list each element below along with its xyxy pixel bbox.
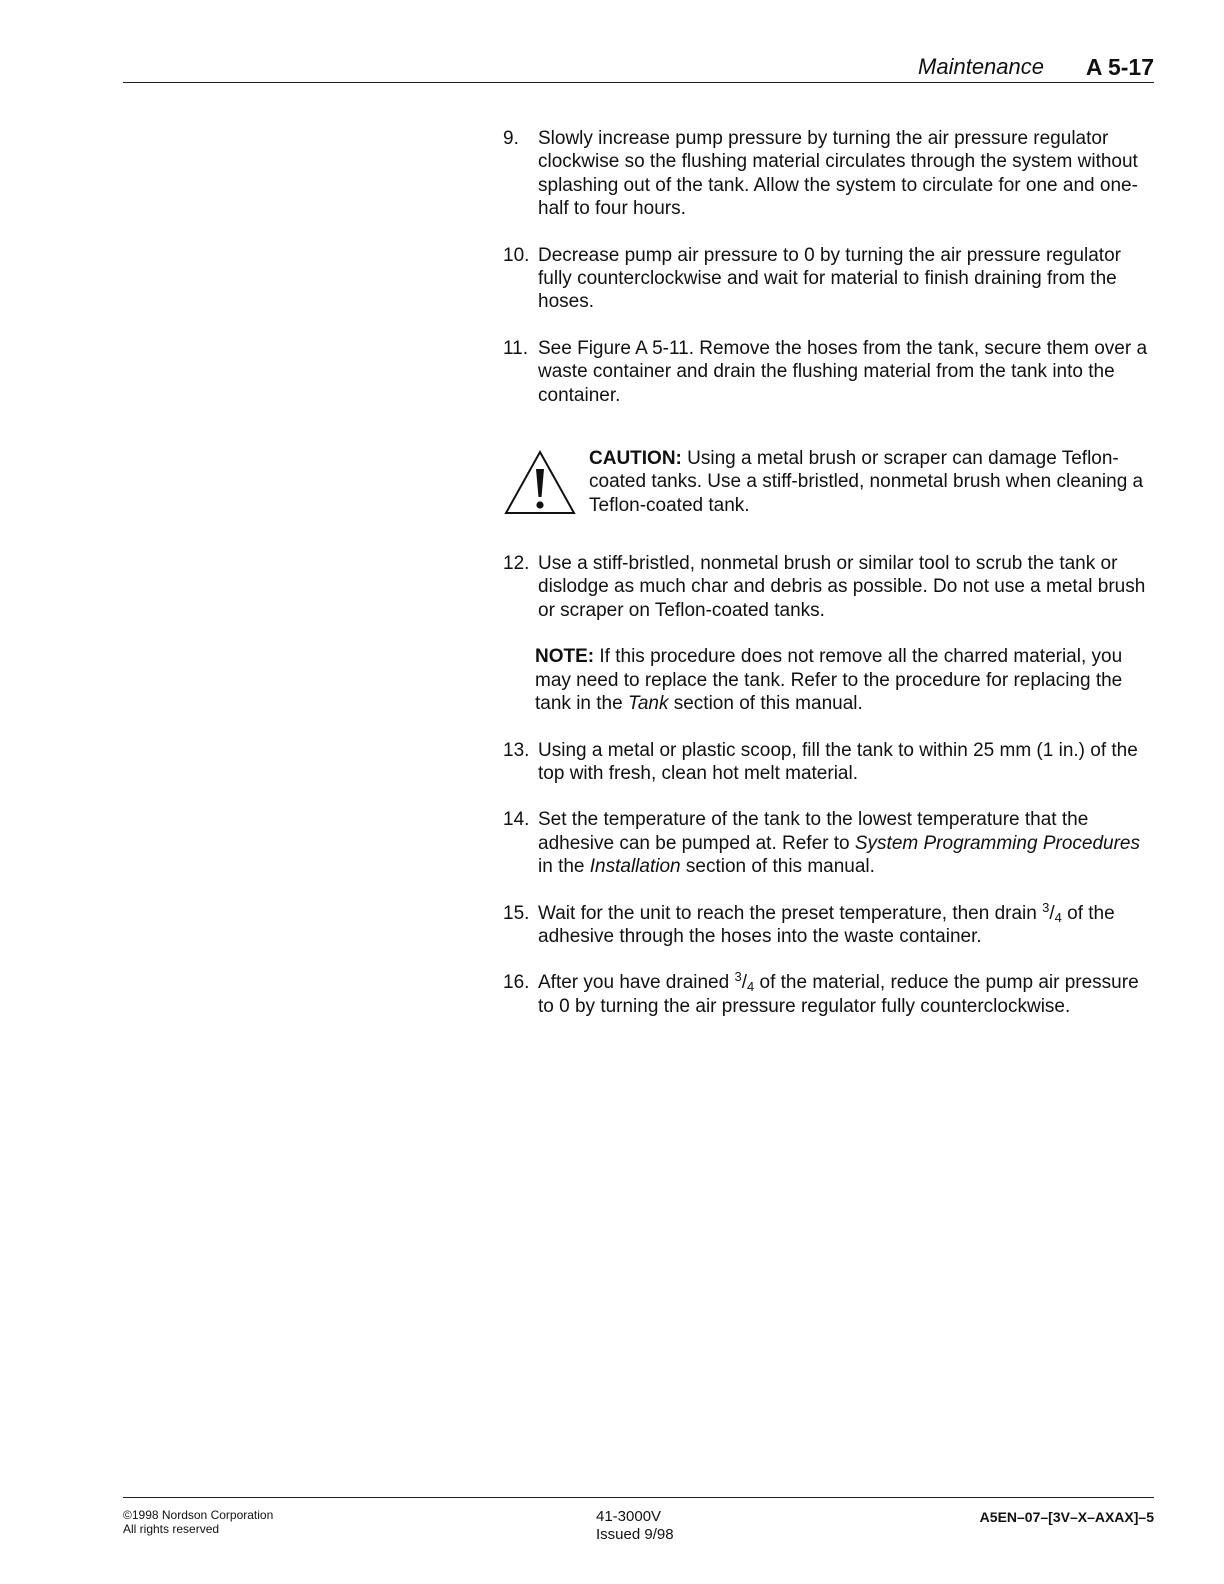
step-text-start: After you have drained [538,972,735,994]
footer-doc-info [596,1508,674,1544]
step-text [538,899,1153,949]
step-text: Slowly increase pump pressure by turning the air pressure regulator clockwise so the flushing material circulates through the system without splashing out of the tank. Allow the system to circulate for one and one-half to four hours. [538,128,1138,220]
doc-code: A5EN–07–[3V–X–AXAX]–5 [979,1509,1154,1525]
step-text [538,971,1153,1018]
note-label: NOTE: [535,646,595,668]
fraction-numerator: 3 [734,969,742,985]
step-9 [503,127,1153,221]
step-14 [503,808,1153,878]
step-16 [503,971,1153,1018]
doc-number: 41-3000V [596,1508,662,1525]
page-header [123,52,1154,82]
step-italic-ref: System Programming Procedures [854,832,1140,854]
step-number: 9. [503,128,519,149]
step-text: Using a metal or plastic scoop, fill the tank to within 25 mm (1 in.) of the top with fresh, clean hot melt material. [538,739,1138,784]
header-rule [123,82,1154,83]
issue-date: Issued 9/98 [596,1526,674,1543]
caution-label: CAUTION: [589,448,682,470]
step-text: Use a stiff-bristled, nonmetal brush or similar tool to scrub the tank or dislodge as much char and debris as possible. Do not use a metal brush or scraper on Teflon-coated tanks. [538,553,1146,621]
step-13 [503,739,1153,786]
note-block [503,645,1153,715]
footer-rule [123,1497,1154,1498]
page-number: A 5-17 [1085,54,1154,80]
fraction-slash: / [741,972,747,994]
step-text-start: Set the temperature of the tank to the lowest temperature that the adhesive can be pumped at. Refer to [538,809,1089,854]
warning-triangle-icon [503,449,577,515]
step-number: 11. [503,337,529,359]
section-title: Maintenance [918,54,1044,79]
step-number: 14. [503,809,530,831]
step-text: See Figure A 5-11. Remove the hoses from the tank, secure them over a waste container and drain the flushing material from the tank into the container. [538,337,1148,406]
step-text-start: Wait for the unit to reach the preset temperature, then drain [538,902,1043,924]
step-15 [503,899,1153,949]
step-text-end: of the adhesive through the hoses into the waste container. [538,902,1115,947]
note-italic: Tank [627,693,669,715]
step-italic-ref: Installation [589,856,681,878]
rights-text: All rights reserved [123,1522,220,1536]
step-number: 15. [503,902,530,924]
step-text: Decrease pump air pressure to 0 by turning the air pressure regulator fully counterclockwise and wait for material to finish draining from the hoses. [538,244,1121,313]
note-text: If this procedure does not remove all the charred material, you may need to replace the tank. Refer to the procedure for replacing the tank in the [535,646,1123,715]
step-number: 10. [503,244,530,266]
procedure-content [503,127,1153,1018]
step-number: 16. [503,972,530,994]
step-11 [503,337,1153,407]
step-number: 13. [503,739,530,761]
fraction-denominator: 4 [1054,909,1062,925]
step-text [538,808,1153,878]
fraction-denominator: 4 [746,979,755,995]
caution-text: Using a metal brush or scraper can damage Teflon-coated tanks. Use a stiff-bristled, nonmetal brush when cleaning a Teflon-coated tank. [589,448,1144,516]
step-10 [503,244,1153,314]
fraction-slash: / [1049,902,1055,924]
caution-block [503,447,1153,519]
step-12 [503,552,1153,622]
step-text-end: section of this manual. [680,856,875,878]
note-text-end: section of this manual. [668,693,863,715]
footer-copyright [123,1508,273,1536]
step-text-mid: in the [538,856,590,878]
copyright-text: ©1998 Nordson Corporation [123,1508,274,1522]
step-text-end: of the material, reduce the pump air pressure to 0 by turning the air pressure regulator fully counterclockwise. [538,972,1139,1017]
step-number: 12. [503,553,530,575]
footer-doc-code [980,1508,1154,1526]
fraction-numerator: 3 [1042,899,1050,915]
